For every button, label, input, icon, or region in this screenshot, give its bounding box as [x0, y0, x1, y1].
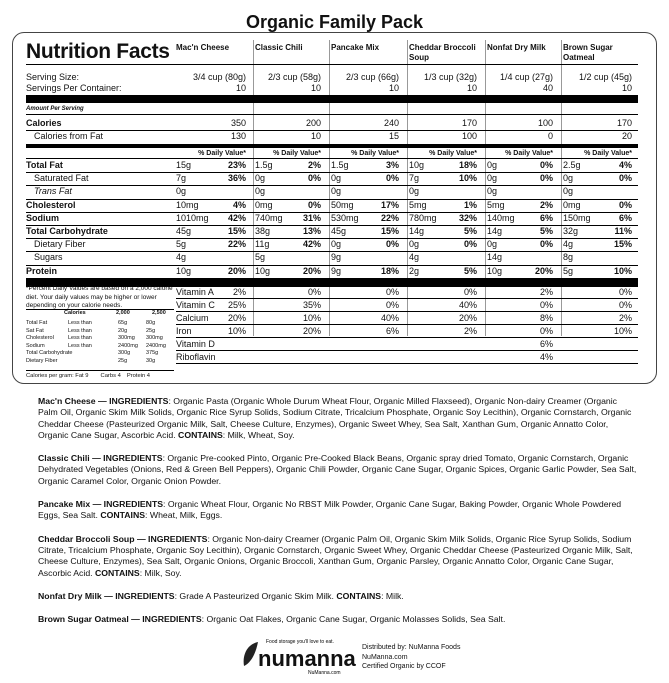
- nutrient-amount: 45g: [176, 226, 192, 236]
- calories-from-fat-value: 15: [388, 131, 399, 141]
- ingredient-text: : Organic Wheat Flour, Organic No RBST Milk Powder, Organic Cane Sugar, Baking Powder, Organic Whole Powdered Eggs, Sea Salt.: [38, 499, 622, 521]
- nutrient-daily-value: 36%: [227, 173, 246, 184]
- website-link[interactable]: NuManna.com: [362, 653, 408, 661]
- nutrient-amount: 5g: [176, 239, 187, 250]
- nutrient-amount: 150mg: [563, 212, 591, 223]
- vitamin-value: 0%: [539, 300, 553, 310]
- dv-table-cell: 25g: [146, 327, 156, 334]
- vitamin-label: Vitamin C: [176, 300, 215, 310]
- nutrient-amount: 9g: [331, 265, 342, 276]
- dv-table-cell: Less than: [68, 320, 92, 326]
- nutrient-amount: 1.5g: [255, 160, 273, 170]
- dv-table-cell: Less than: [68, 327, 92, 334]
- nutrient-amount: 4g: [176, 252, 187, 263]
- nutrient-daily-value: 23%: [227, 160, 246, 170]
- page-title: Organic Family Pack: [245, 12, 424, 32]
- dv-table-cell: Total Carbohydrate: [26, 350, 73, 357]
- daily-value-header: % Daily Value*: [273, 150, 321, 157]
- nutrition-facts-panel: [26, 40, 638, 380]
- vitamin-value: 35%: [302, 300, 321, 310]
- calories-label: Calories: [26, 118, 62, 128]
- nutrient-amount: 0mg: [563, 199, 581, 210]
- nutrient-amount: 14g: [409, 226, 425, 236]
- nutrient-daily-value: 2%: [307, 160, 321, 170]
- vitamin-value: 40%: [458, 300, 477, 310]
- ingredient-title: Brown Sugar Oatmeal — INGREDIENTS: [38, 614, 202, 625]
- nutrient-amount: 530mg: [331, 212, 359, 223]
- serving-size-value: 1/3 cup (32g): [423, 72, 477, 82]
- nutrient-amount: 0g: [255, 173, 266, 184]
- vitamin-value: 10%: [302, 313, 321, 323]
- nutrient-amount: 14g: [487, 226, 503, 236]
- nutrient-amount: 0g: [563, 173, 574, 184]
- ingredient-text: : Organic Non-dairy Creamer (Organic Palm Oil, Organic Skim Milk Solids, Organic Rice Syrup Solids, Sodium Citrate, Tricalcium Phosphate, Organic Soy Lecithin), Organic Cornstarch, Organic Sweet Whey, Organic Cheddar Cheese (Pasteurized Organic Milk, Salt, Cheese Culture, Enzymes), Sea Salt, Organic Onions, Organic Broccoli, Xanthan Gum, Organic Parsley, Organic Annatto Color, Organic Cane Sugar, Ascorbic Acid.: [38, 533, 633, 578]
- nutrient-amount: 0g: [331, 186, 342, 197]
- nutrient-daily-value: 15%: [380, 226, 399, 236]
- vitamin-value: 10%: [613, 326, 632, 336]
- vitamin-value: 25%: [227, 300, 246, 310]
- nutrient-daily-value: 15%: [613, 239, 632, 250]
- nutrient-daily-value: 0%: [618, 173, 632, 184]
- nutrient-daily-value: 0%: [618, 199, 632, 210]
- nutrient-amount: 2.5g: [563, 160, 581, 170]
- nutrient-daily-value: 1%: [463, 199, 477, 210]
- divider-bar: [26, 95, 638, 103]
- nutrient-daily-value: 5%: [539, 226, 553, 236]
- nutrient-amount: 5mg: [409, 199, 427, 210]
- calories-value: 350: [230, 118, 246, 128]
- nutrient-daily-value: 31%: [302, 212, 321, 223]
- vitamin-row: [176, 299, 638, 311]
- daily-value-header: % Daily Value*: [198, 150, 246, 157]
- numanna-logo: [238, 636, 358, 681]
- nutrient-daily-value: 0%: [463, 239, 477, 250]
- calories-value: 170: [616, 118, 632, 128]
- distributed-by: Distributed by: NuManna Foods: [362, 644, 461, 651]
- vitamin-value: 0%: [539, 326, 553, 336]
- servings-per-container-value: 40: [542, 83, 553, 93]
- nutrient-amount: 0g: [563, 186, 574, 197]
- ingredient-text: : Grade A Pasteurized Organic Skim Milk.: [174, 590, 337, 601]
- dv-table-cell: 30g: [146, 358, 156, 364]
- ingredient-title: Classic Chili — INGREDIENTS: [38, 453, 163, 464]
- vitamin-value: 6%: [385, 326, 399, 336]
- vitamin-value: 0%: [618, 300, 632, 310]
- column-header: Brown Sugar Oatmeal: [563, 43, 613, 62]
- serving-size-value: 2/3 cup (66g): [345, 72, 399, 82]
- calories-per-gram-carbs: Carbs 4: [100, 373, 121, 379]
- nutrient-amount: 7g: [176, 173, 187, 184]
- nutrient-amount: 0g: [487, 239, 498, 250]
- daily-value-header: % Daily Value*: [584, 150, 632, 157]
- vitamin-value: 40%: [380, 313, 399, 323]
- divider-line: [26, 114, 638, 115]
- servings-per-container-value: 10: [388, 83, 399, 93]
- nutrient-amount: 0g: [331, 173, 342, 184]
- ingredient-block: [38, 396, 638, 441]
- calories-per-gram: [26, 372, 186, 381]
- vitamin-value: 4%: [539, 352, 553, 362]
- vitamin-label: Vitamin A: [176, 287, 214, 297]
- ingredient-block: [38, 453, 638, 487]
- ingredient-text: : Organic Oat Flakes, Organic Cane Sugar, Organic Molasses Solids, Sea Salt.: [201, 614, 506, 625]
- certified-organic: Certified Organic by CCOF: [362, 663, 446, 670]
- nutrient-daily-value: 11%: [614, 226, 632, 236]
- calories-value: 170: [461, 118, 477, 128]
- nutrient-amount: 0g: [409, 239, 420, 250]
- calories-from-fat-value: 130: [230, 131, 246, 141]
- nutrient-amount: 10g: [409, 160, 425, 170]
- serving-size-value: 2/3 cup (58g): [267, 72, 321, 82]
- daily-value-header: % Daily Value*: [505, 150, 553, 157]
- ingredient-block: [38, 591, 638, 602]
- nutrient-amount: 10g: [487, 265, 503, 276]
- vitamin-value: 2%: [463, 326, 477, 336]
- vitamin-label: Vitamin D: [176, 339, 215, 349]
- nutrient-daily-value: 10%: [458, 173, 477, 184]
- nutrient-daily-value: 4%: [618, 160, 632, 170]
- vitamin-row: [176, 351, 638, 363]
- nutrient-amount: 45g: [331, 226, 347, 236]
- nutrient-daily-value: 0%: [307, 173, 321, 184]
- nutrition-facts-title: Nutrition Facts: [26, 40, 170, 63]
- nutrient-amount: 5g: [563, 265, 574, 276]
- vitamin-value: 0%: [618, 287, 632, 297]
- nutrient-daily-value: 17%: [380, 199, 399, 210]
- nutrient-amount: 1.5g: [331, 160, 349, 170]
- footer-info: [362, 643, 460, 672]
- serving-size-value: 1/2 cup (45g): [578, 72, 632, 82]
- nutrient-amount: 0mg: [255, 199, 273, 210]
- ingredient-contains-label: CONTAINS: [336, 590, 382, 601]
- nutrient-daily-value: 18%: [380, 265, 399, 276]
- vitamin-value: 2%: [539, 287, 553, 297]
- nutrient-daily-value: 0%: [385, 173, 399, 184]
- vitamin-label: Riboflavin: [176, 352, 216, 362]
- nutrient-amount: 14g: [487, 252, 503, 263]
- vitamin-value: 10%: [227, 326, 246, 336]
- vitamin-value: 20%: [302, 326, 321, 336]
- daily-value-footnote: *Percent Daily Values are based on a 2,000 calorie diet. Your daily values may be higher or lower depending on your calorie needs.: [26, 285, 173, 309]
- nutrient-amount: 11g: [255, 239, 270, 250]
- nutrient-amount: 5g: [255, 252, 266, 263]
- serving-size-value: 1/4 cup (27g): [499, 72, 553, 82]
- ingredient-text: : Organic Pasta (Organic Whole Durum Wheat Flour, Organic Milled Flaxseed), Organic Non-dairy Creamer (Organic Palm Oil, Organic Skim Milk Solids, Organic Rice Syrup Solids, Sodium Citrate, Tricalcium Phosphate, Organic Soy Lecithin), Organic Cornstarch, Organic Cheddar Cheese (Pasteurized Organic Milk, Salt, Cheese Culture, Enzymes), Organic Sweet Whey, Sea Salt, Xanthan Gum, Organic Annatto Color, Organic Cane Sugar, Ascorbic Acid.: [38, 396, 632, 440]
- nutrient-daily-value: 32%: [458, 212, 477, 223]
- calories-from-fat-value: 10: [310, 131, 321, 141]
- nutrient-label: Total Carbohydrate: [26, 226, 108, 236]
- column-header: Cheddar Broccoli Soup: [409, 43, 476, 62]
- nutrient-label: Sugars: [34, 252, 63, 263]
- nutrient-amount: 4g: [563, 239, 574, 250]
- nutrient-daily-value: 13%: [302, 226, 321, 236]
- dv-table-cell: Sat Fat: [26, 327, 44, 334]
- dv-table-cell: 25g: [118, 358, 128, 364]
- servings-per-container-value: 10: [621, 83, 632, 93]
- vitamin-value: 8%: [539, 313, 553, 323]
- nutrient-daily-value: 3%: [385, 160, 399, 170]
- ingredient-title: Cheddar Broccoli Soup — INGREDIENTS: [38, 533, 208, 544]
- dv-table-cell: Less than: [68, 342, 92, 349]
- nutrient-amount: 5mg: [487, 199, 505, 210]
- nutrient-label: Total Fat: [26, 160, 63, 170]
- nutrient-daily-value: 4%: [232, 199, 246, 210]
- nutrient-label: Sodium: [26, 212, 59, 223]
- vitamin-value: 20%: [227, 313, 246, 323]
- nutrient-amount: 7g: [409, 173, 420, 184]
- logo-website: NuManna.com: [308, 670, 341, 676]
- logo-tagline: Food storage you'll love to eat.: [266, 639, 334, 645]
- nutrient-amount: 780mg: [409, 212, 437, 223]
- nutrient-daily-value: 20%: [302, 265, 321, 276]
- nutrient-label: Saturated Fat: [34, 173, 89, 184]
- nutrient-amount: 0g: [409, 186, 420, 197]
- calories-value: 240: [383, 118, 399, 128]
- nutrient-daily-value: 20%: [534, 265, 553, 276]
- vitamin-value: 2%: [232, 287, 246, 297]
- divider-line: [176, 363, 638, 364]
- nutrient-daily-value: 2%: [539, 199, 553, 210]
- amount-per-serving: Amount Per Serving: [26, 106, 84, 112]
- calories-per-gram-fat: Calories per gram: Fat 9: [26, 373, 89, 379]
- ingredient-block: [38, 499, 638, 522]
- dv-table-header: 2,500: [152, 310, 166, 316]
- dv-table-cell: 2400mg: [146, 342, 166, 349]
- nutrient-daily-value: 42%: [302, 239, 321, 250]
- nutrient-daily-value: 22%: [380, 212, 399, 223]
- calories-from-fat-value: 20: [621, 131, 632, 141]
- dv-table-cell: 300g: [118, 350, 131, 357]
- vitamin-label: Calcium: [176, 313, 209, 323]
- nutrient-amount: 32g: [563, 226, 579, 236]
- vitamin-value: 0%: [307, 287, 321, 297]
- dv-table-cell: Total Fat: [26, 320, 48, 326]
- logo-wordmark: numanna: [258, 646, 356, 671]
- calories-from-fat-value: 100: [461, 131, 477, 141]
- ingredient-contains-label: CONTAINS: [178, 429, 223, 440]
- nutrient-daily-value: 0%: [385, 239, 399, 250]
- dv-table-cell: Dietary Fiber: [26, 358, 58, 364]
- dv-table-cell: 300mg: [146, 335, 163, 342]
- vitamin-value: 2%: [618, 313, 632, 323]
- nutrient-amount: 740mg: [255, 212, 283, 223]
- vitamin-value: 0%: [385, 300, 399, 310]
- serving-size-label: Serving Size:: [26, 72, 80, 82]
- column-header: Nonfat Dry Milk: [487, 43, 546, 52]
- ingredient-allergens: : Wheat, Milk, Eggs.: [145, 510, 223, 521]
- dv-table-cell: 375g: [146, 350, 159, 357]
- divider-line: [26, 64, 638, 65]
- ingredient-text: : Organic Pre-cooked Pinto, Organic Pre-Cooked Black Beans, Organic spray dried Tomato, Organic Cornstarch, Organic Dehydrated Vegetables (Onions, Red & Green Bell Peppers), Organic Chili Powder, Organic Cane Sugar, Organic Spices, Organic Garlic Powder, Sea Salt, Organic Caramel Color, Organic Onion Powder.: [38, 453, 637, 486]
- ingredient-allergens: : Milk.: [381, 590, 404, 601]
- nutrient-amount: 4g: [409, 252, 420, 263]
- nutrient-amount: 0g: [255, 186, 266, 197]
- dv-table-cell: Less than: [68, 335, 92, 342]
- dv-table-cell: 20g: [118, 327, 128, 334]
- column-header: Mac'n Cheese: [176, 43, 230, 52]
- nutrient-amount: 0g: [331, 239, 342, 250]
- nutrient-daily-value: 5%: [463, 226, 477, 236]
- nutrient-amount: 10g: [176, 265, 192, 276]
- nutrient-amount: 38g: [255, 226, 271, 236]
- dv-table-cell: 300mg: [118, 335, 135, 342]
- ingredient-allergens: : Milk, Wheat, Soy.: [222, 429, 295, 440]
- ingredient-title: Nonfat Dry Milk — INGREDIENTS: [38, 590, 175, 601]
- servings-per-container-value: 10: [310, 83, 321, 93]
- nutrient-amount: 1010mg: [176, 212, 209, 223]
- nutrient-amount: 0g: [487, 173, 498, 184]
- vitamin-value: 20%: [458, 313, 477, 323]
- vitamin-label: Iron: [176, 326, 192, 336]
- column-header: Classic Chili: [255, 43, 303, 52]
- dv-table-cell: 2400mg: [118, 342, 138, 349]
- vitamin-row: [176, 286, 638, 298]
- vitamin-value: 0%: [463, 287, 477, 297]
- dv-table-cell: Sodium: [26, 342, 45, 349]
- numanna-logo-graphic: [238, 636, 358, 676]
- vitamin-value: 6%: [539, 339, 553, 349]
- ingredient-title: Mac'n Cheese — INGREDIENTS: [38, 396, 169, 406]
- nutrient-daily-value: 5%: [463, 265, 477, 276]
- nutrient-amount: 140mg: [487, 212, 515, 223]
- nutrient-daily-value: 42%: [227, 212, 246, 223]
- nutrient-amount: 2g: [409, 265, 420, 276]
- daily-value-header: % Daily Value*: [429, 150, 477, 157]
- calories-value: 100: [537, 118, 553, 128]
- nutrient-daily-value: 0%: [539, 239, 553, 250]
- nutrient-amount: 8g: [563, 252, 574, 263]
- nutrient-daily-value: 20%: [227, 265, 246, 276]
- column-header: Pancake Mix: [331, 43, 380, 52]
- nutrient-daily-value: 22%: [227, 239, 246, 250]
- nutrient-daily-value: 0%: [539, 160, 553, 170]
- calories-value: 200: [305, 118, 321, 128]
- ingredient-title: Pancake Mix — INGREDIENTS: [38, 499, 164, 510]
- nutrient-label: Dietary Fiber: [34, 239, 86, 250]
- nutrient-amount: 0g: [487, 186, 498, 197]
- vitamin-value: 0%: [385, 287, 399, 297]
- dv-table-header: 2,000: [116, 310, 130, 316]
- nutrient-daily-value: 10%: [613, 265, 632, 276]
- nutrient-amount: 10mg: [176, 199, 199, 210]
- daily-value-reference-table: [26, 310, 186, 370]
- nutrient-label: Trans Fat: [34, 186, 72, 197]
- nutrient-amount: 0g: [176, 186, 187, 197]
- nutrient-amount: 50mg: [331, 199, 354, 210]
- nutrient-amount: 0g: [487, 160, 498, 170]
- nutrient-daily-value: 18%: [458, 160, 477, 170]
- divider-line: [26, 370, 174, 371]
- daily-value-header: % Daily Value*: [351, 150, 399, 157]
- nutrient-daily-value: 15%: [227, 226, 246, 236]
- ingredient-block: [38, 614, 638, 625]
- nutrient-amount: 15g: [176, 160, 192, 170]
- nutrient-daily-value: 6%: [539, 212, 553, 223]
- dv-table-header: Calories: [64, 310, 86, 316]
- dv-table-cell: 65g: [118, 320, 128, 326]
- nutrient-daily-value: 6%: [618, 212, 632, 223]
- serving-size-value: 3/4 cup (80g): [192, 72, 246, 82]
- ingredient-block: [38, 534, 638, 579]
- calories-per-gram-protein: Protein 4: [126, 373, 151, 379]
- servings-per-container-value: 10: [235, 83, 246, 93]
- servings-per-container-label: Servings Per Container:: [26, 83, 122, 93]
- ingredients-section: [38, 396, 638, 637]
- ingredient-contains-label: CONTAINS: [94, 567, 140, 578]
- vitamin-row: [176, 325, 638, 337]
- nutrient-amount: 10g: [255, 265, 271, 276]
- calories-from-fat-label: Calories from Fat: [34, 131, 104, 141]
- dv-table-cell: 80g: [146, 320, 156, 326]
- nutrient-daily-value: 0%: [307, 199, 321, 210]
- servings-per-container-value: 10: [466, 83, 477, 93]
- ingredient-allergens: : Milk, Soy.: [139, 567, 182, 578]
- ingredient-contains-label: CONTAINS: [100, 510, 146, 521]
- nutrient-daily-value: 0%: [539, 173, 553, 184]
- calories-from-fat-value: 0: [547, 131, 553, 141]
- nutrient-amount: 9g: [331, 252, 342, 263]
- dv-table-cell: Cholesterol: [26, 335, 54, 342]
- vitamin-row: [176, 312, 638, 324]
- nutrient-label: Cholesterol: [26, 199, 76, 210]
- nutrient-label: Protein: [26, 265, 58, 276]
- vitamin-row: [176, 338, 638, 350]
